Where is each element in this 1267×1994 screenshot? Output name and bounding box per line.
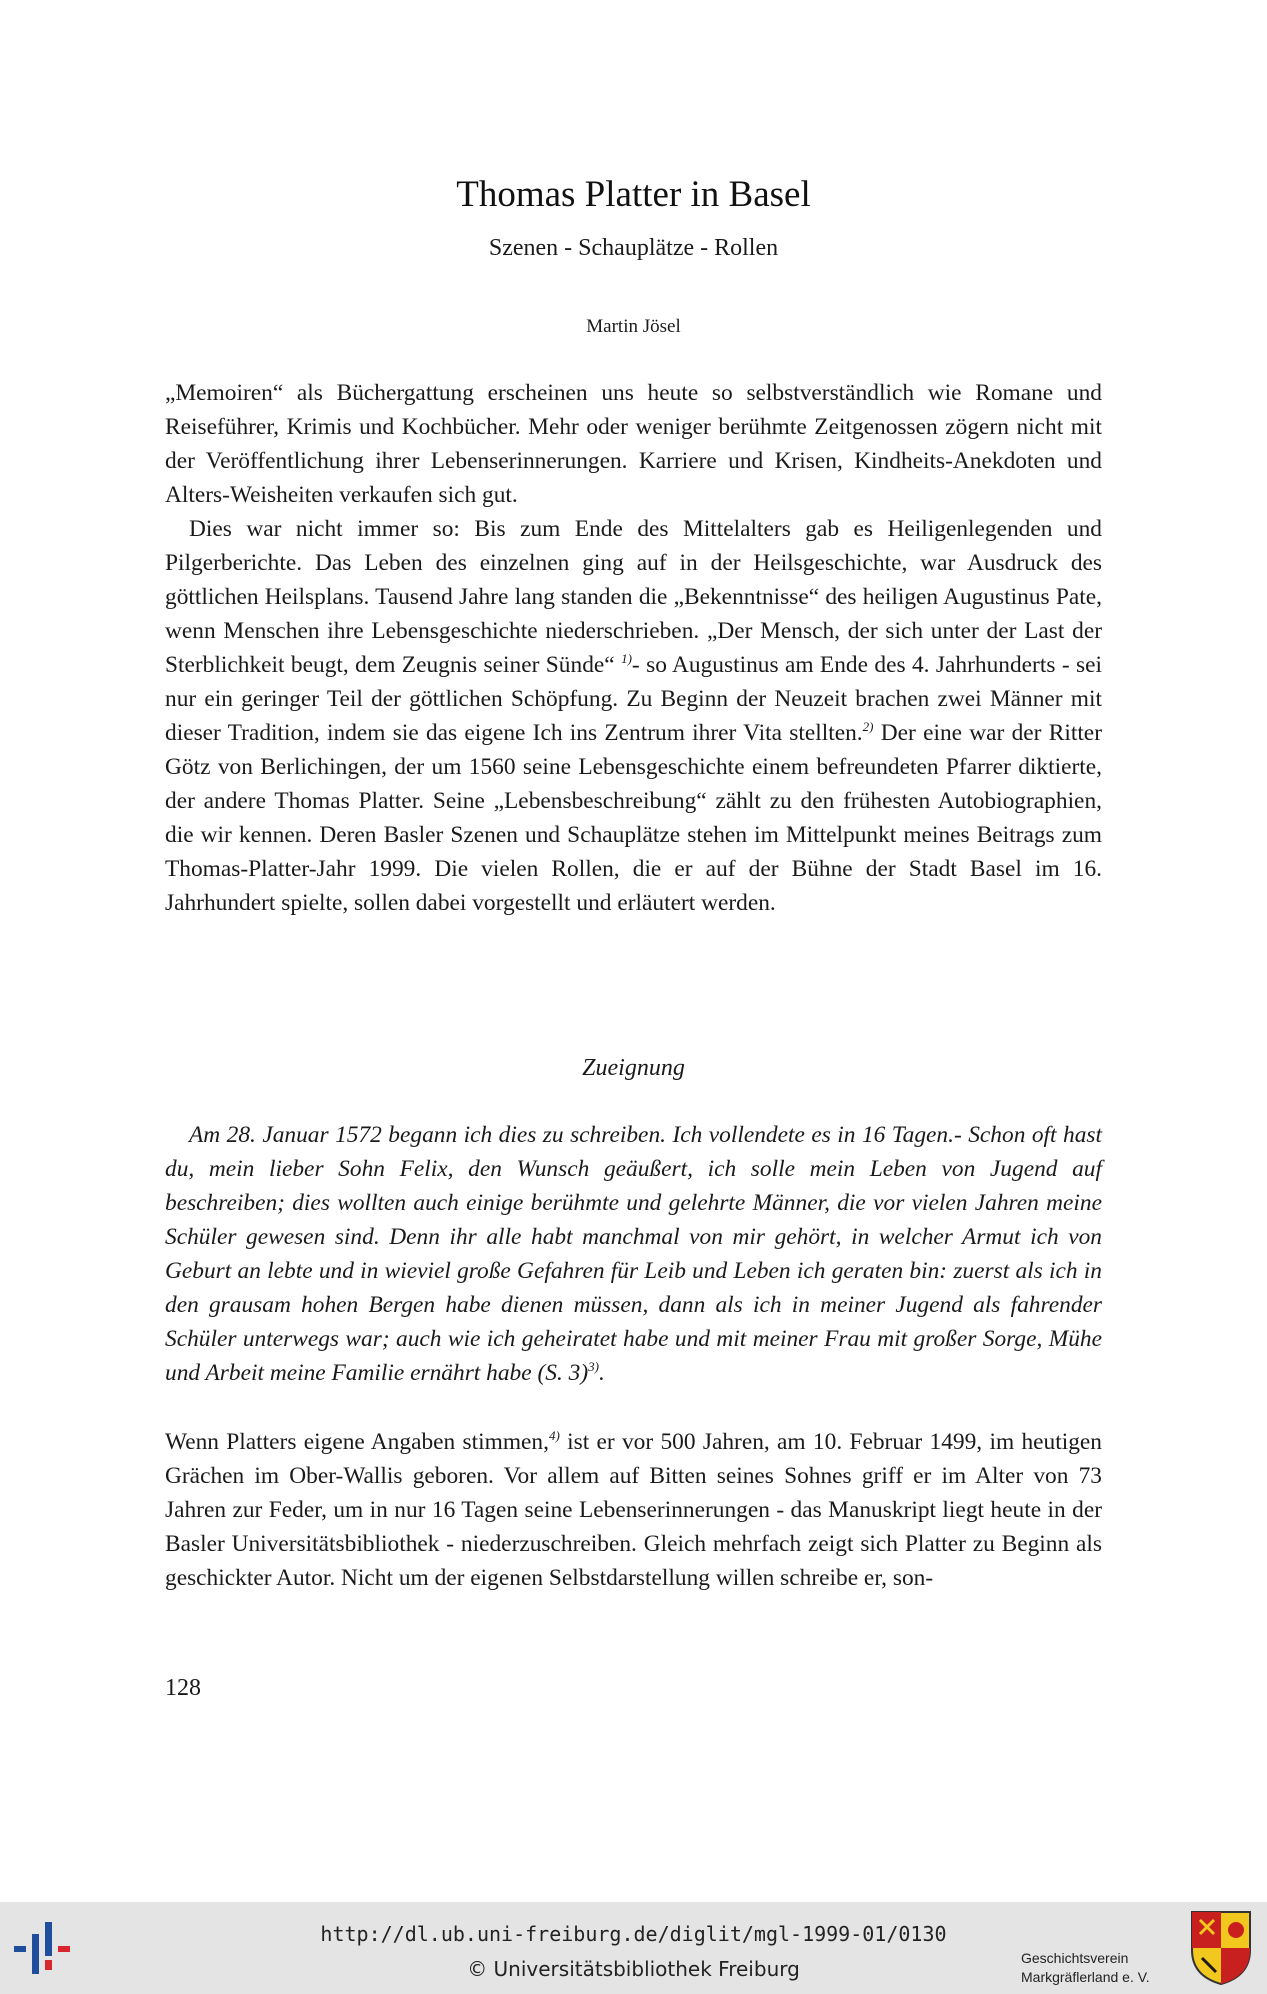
article-subtitle: Szenen - Schauplätze - Rollen [488, 235, 779, 261]
dedication-quote: Am 28. Januar 1572 begann ich dies zu schreiben. Ich vollendete es in 16 Tagen.- Schon oft hast du, mein lieber Sohn Felix, den Wunsch geäußert, ich solle mein Leben von Jugend auf beschreiben; dies wollten auch einige berühmte und gelehrte Männer, die vor vielen Jahren meine Schüler gewesen sind. Denn ihr alle habt manchmal von mir gehört, in welcher Armut ich von Geburt an lebte und in wieviel große Gefahren für Leib und Leben ich geraten bin: zuerst als ich in den grausam hohen Bergen habe dienen müssen, dann als ich in meiner Jugend als fahrender Schüler unterwegs war; auch wie ich geheiratet habe und mit meiner Frau mit großer Sorge, Mühe und Arbeit meine Familie ernährt habe (S. 3)$^{3)}$. [165, 1122, 1102, 1386]
footnote-ref-1: 1) [621, 651, 632, 667]
footer-bar [0, 1902, 1267, 1994]
page-number: 128 [165, 1675, 201, 1701]
footnote-ref-3: 3) [588, 1359, 599, 1375]
article-author: Martin Jösel [586, 316, 681, 337]
main-section [165, 1425, 1102, 1595]
intro-section [165, 376, 1102, 920]
article-title: Thomas Platter in Basel [456, 174, 811, 215]
paragraph-1: „Memoiren“ als Büchergattung erscheinen uns heute so selbstverständlich wie Romane und Reiseführer, Krimis und Kochbücher. Mehr oder weniger berühmte Zeitgenossen zögern nicht mit der Veröffentlichung ihrer Lebenserinnerungen. Karriere und Krisen, Kindheits-Anekdoten und Alters-Weisheiten verkaufen sich gut. [165, 380, 1102, 508]
paragraph-2: Dies war nicht immer so: Bis zum Ende des Mittelalters gab es Heiligenlegenden und Pilgerberichte. Das Leben des einzelnen ging auf in der Heilsgeschichte, war Ausdruck des göttlichen Heilsplans. Tausend Jahre lang standen die „Bekenntnisse“ des heiligen Augustinus Pate, wenn Menschen ihre Lebensgeschichte niederschrieben. „Der Mensch, der sich unter der Last der Sterblichkeit beugt, dem Zeugnis seiner Sünde“ $^{1)}$- so Augustinus am Ende des 4. Jahrhunderts - sei nur ein geringer Teil der göttlichen Schöpfung. Zu Beginn der Neuzeit brachen zwei Männer mit dieser Tradition, indem sie das eigene Ich ins Zentrum ihrer Vita stellten.$^{2)}$ Der eine war der Ritter Götz von Berlichingen, der um 1560 seine Lebensgeschichte einem befreundeten Pfarrer diktierte, der andere Thomas Platter. Seine „Lebensbeschreibung“ zählt zu den frühesten Autobiographien, die wir kennen. Deren Basler Szenen und Schauplätze stehen im Mittelpunkt meines Beitrags zum Thomas-Platter-Jahr 1999. Die vielen Rollen, die er auf der Bühne der Stadt Basel im 16. Jahrhundert spielte, sollen dabei vorgestellt und erläutert werden. [165, 516, 1102, 916]
source-url-link[interactable]: http://dl.ub.uni-freiburg.de/diglit/mgl-1999-01/0130 [320, 1922, 947, 1946]
section-heading: Zueignung [582, 1055, 685, 1081]
copyright-text: © Universitätsbibliothek Freiburg [467, 1957, 800, 1981]
coat-of-arms-icon [1190, 1910, 1252, 1986]
paragraph-3: Wenn Platters eigene Angaben stimmen,$^{4)}$ ist er vor 500 Jahren, am 10. Februar 1499, im heutigen Grächen im Ober-Wallis geboren. Vor allem auf Bitten seines Sohnes griff er im Alter von 73 Jahren zur Feder, um in nur 16 Tagen seine Lebenserinnerungen - das Manuskript liegt heute in der Basler Universitätsbibliothek - niederzuschreiben. Gleich mehrfach zeigt sich Platter zu Beginn als geschickter Autor. Nicht um der eigenen Selbstdarstellung willen schreibe er, son- [165, 1428, 1102, 1591]
footnote-ref-4: 4) [548, 1428, 560, 1444]
society-name: Geschichtsverein Markgräflerland e. V. [1021, 1950, 1150, 1985]
footnote-ref-2: 2) [862, 719, 874, 735]
